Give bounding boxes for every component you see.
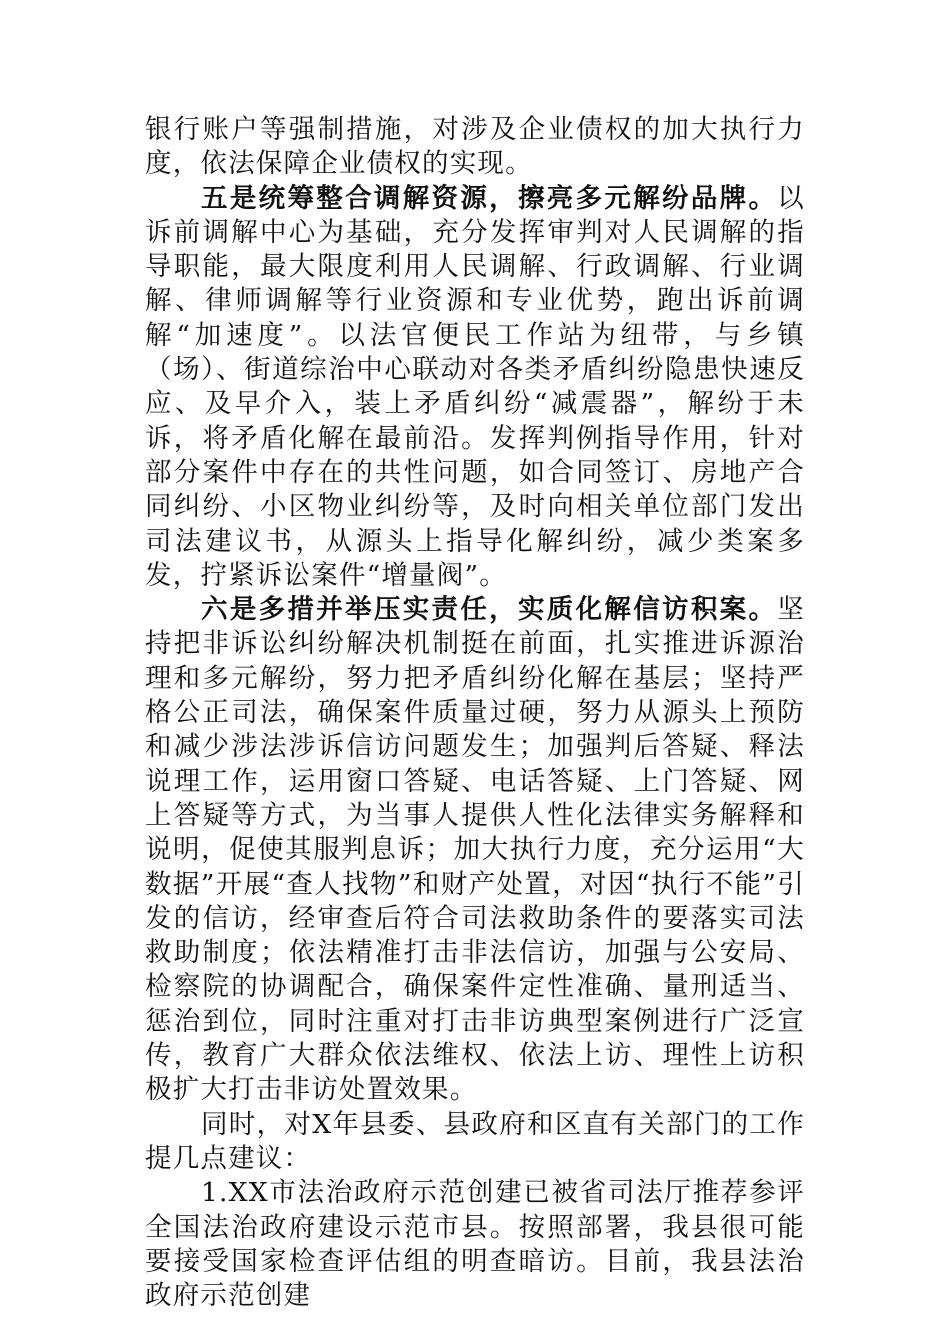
paragraph-text: 同时，对X年县委、县政府和区直有关部门的工作提几点建议： [145, 1108, 805, 1174]
paragraph-suggestions-intro [145, 1108, 805, 1177]
paragraph-enforcement-continuation [145, 113, 805, 182]
paragraph-lead: 六是多措并举压实责任，实质化解信访积案。 [201, 594, 778, 626]
paragraph-text: 银行账户等强制措施，对涉及企业债权的加大执行力度，依法保障企业债权的实现。 [145, 114, 805, 180]
paragraph-text: 坚持把非诉讼纠纷解决机制挺在前面，扎实推进诉源治理和多元解纷，努力把矛盾纠纷化解在基层；坚持严格公正司法，确保案件质量过硬，努力从源头上预防和减少涉法涉诉信访问题发生；加强判后答疑、释法说理工作，运用窗口答疑、电话答疑、上门答疑、网上答疑等方式，为当事人提供人性化法律实务解释和说明，促使其服判息诉；加大执行力度，充分运用“大数据”开展“查人找物”和财产处置，对因“执行不能”引发的信访，经审查后符合司法救助条件的要落实司法救助制度；依法精准打击非法信访，加强与公安局、检察院的协调配合，确保案件定性准确、量刑适当、惩治到位，同时注重对打击非访典型案例进行广泛宣传，教育广大群众依法维权、依法上访、理性上访积极扩大打击非访处置效果。 [145, 594, 805, 1106]
paragraph-text: 1.XX市法治政府示范创建已被省司法厅推荐参评全国法治政府建设示范市县。按照部署，我县很可能要接受国家检查评估组的明查暗访。目前，我县法治政府示范创建 [145, 1177, 805, 1312]
paragraph-point-five [145, 182, 805, 594]
paragraph-point-six [145, 593, 805, 1107]
paragraph-text: 以诉前调解中心为基础，充分发挥审判对人民调解的指导职能，最大限度利用人民调解、行政调解、行业调解、律师调解等行业资源和专业优势，跑出诉前调解“加速度”。以法官便民工作站为纽带，与乡镇（场）、街道综治中心联动对各类矛盾纠纷隐患快速反应、及早介入，装上矛盾纠纷“减震器”，解纷于未诉，将矛盾化解在最前沿。发挥判例指导作用，针对部分案件中存在的共性问题，如合同签订、房地产合同纠纷、小区物业纠纷等，及时向相关单位部门发出司法建议书，从源头上指导化解纠纷，减少类案多发，拧紧诉讼案件“增量阀”。 [145, 182, 805, 591]
paragraph-lead: 五是统筹整合调解资源，擦亮多元解纷品牌。 [201, 182, 778, 214]
paragraph-suggestion-one [145, 1176, 805, 1313]
